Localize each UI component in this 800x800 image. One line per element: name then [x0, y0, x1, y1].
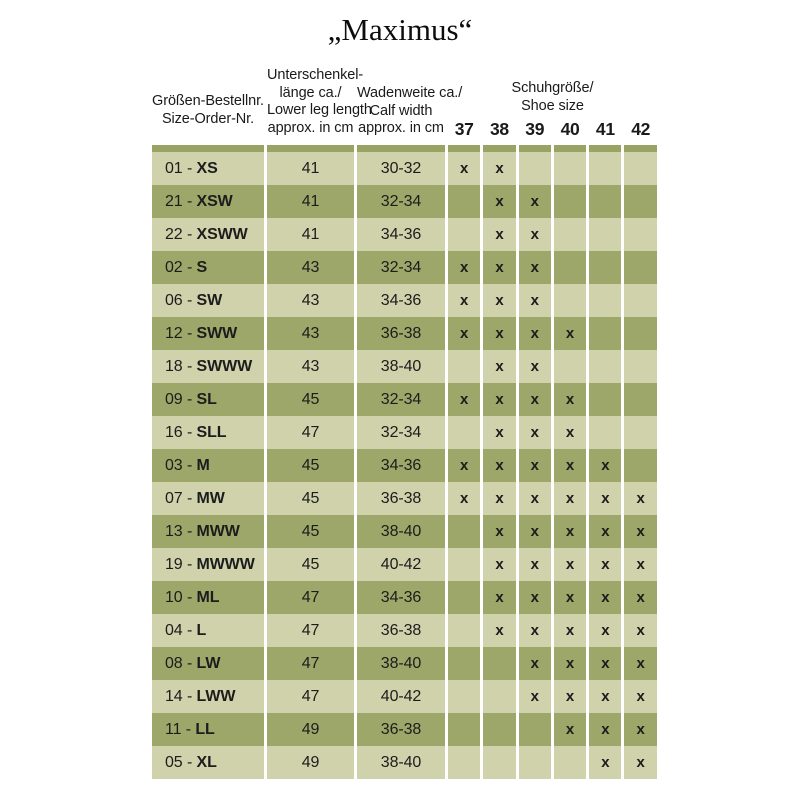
shoe-size-mark-cell: x — [624, 680, 656, 713]
table-body — [152, 152, 657, 779]
order-number: 03 - — [165, 456, 197, 474]
header-line: approx. in cm — [267, 119, 354, 136]
calf-width-cell: 38-40 — [357, 350, 445, 383]
shoe-size-mark-cell: x — [519, 449, 551, 482]
calf-width-cell: 32-34 — [357, 416, 445, 449]
leg-length-cell: 41 — [267, 218, 354, 251]
leg-length-cell: 43 — [267, 251, 354, 284]
shoe-size-mark-cell — [483, 680, 515, 713]
order-number: 18 - — [165, 357, 197, 375]
shoe-size-mark-cell — [448, 548, 480, 581]
calf-width-cell: 36-38 — [357, 317, 445, 350]
shoe-size-mark-cell — [448, 581, 480, 614]
shoe-size-mark-cell: x — [483, 482, 515, 515]
shoe-size-mark-cell — [554, 746, 586, 779]
shoe-size-mark-cell: x — [519, 218, 551, 251]
shoe-size-mark-cell — [624, 185, 656, 218]
shoe-size-mark-cell — [624, 449, 656, 482]
calf-width-cell: 34-36 — [357, 218, 445, 251]
size-code: XSW — [196, 192, 233, 210]
size-order-cell — [152, 614, 264, 647]
order-number: 08 - — [165, 654, 197, 672]
size-order-cell — [152, 581, 264, 614]
shoe-size-mark-cell: x — [519, 680, 551, 713]
size-order-cell — [152, 746, 264, 779]
size-table — [152, 145, 657, 779]
shoe-size-mark-cell: x — [519, 548, 551, 581]
leg-length-cell: 49 — [267, 713, 354, 746]
size-code: SL — [196, 390, 217, 408]
shoe-size-mark-cell: x — [519, 350, 551, 383]
strip-cell — [624, 145, 656, 152]
size-order-cell — [152, 548, 264, 581]
shoe-size-mark-cell: x — [589, 581, 621, 614]
shoe-size-mark-cell: x — [519, 284, 551, 317]
size-order-cell — [152, 383, 264, 416]
shoe-size-mark-cell: x — [624, 581, 656, 614]
size-order-cell — [152, 515, 264, 548]
table-row — [152, 185, 657, 218]
shoe-size-mark-cell: x — [448, 482, 480, 515]
shoe-size-mark-cell — [448, 350, 480, 383]
shoe-size-mark-cell: x — [589, 647, 621, 680]
order-number: 07 - — [165, 489, 197, 507]
shoe-size-header-41: 41 — [595, 119, 615, 139]
shoe-size-mark-cell: x — [483, 218, 515, 251]
shoe-size-mark-cell — [589, 152, 621, 185]
leg-length-cell: 47 — [267, 680, 354, 713]
page-title: „Maximus“ — [327, 12, 473, 47]
calf-width-cell: 34-36 — [357, 284, 445, 317]
col-header-calf-width — [357, 85, 463, 138]
shoe-size-mark-cell — [589, 284, 621, 317]
shoe-size-mark-cell — [589, 218, 621, 251]
col-header-shoe-size-group — [448, 80, 657, 115]
shoe-size-mark-cell — [554, 284, 586, 317]
shoe-size-mark-cell — [554, 251, 586, 284]
shoe-size-mark-cell: x — [483, 350, 515, 383]
shoe-size-mark-cell: x — [519, 614, 551, 647]
order-number: 13 - — [165, 522, 197, 540]
size-code: XS — [196, 159, 218, 177]
shoe-size-mark-cell: x — [554, 449, 586, 482]
order-number: 11 - — [165, 720, 196, 738]
leg-length-cell: 43 — [267, 350, 354, 383]
strip-cell — [519, 145, 551, 152]
size-code: MW — [196, 489, 225, 507]
shoe-size-mark-cell: x — [554, 581, 586, 614]
shoe-size-mark-cell: x — [519, 581, 551, 614]
leg-length-cell: 43 — [267, 317, 354, 350]
header-line: Schuhgröße/ — [511, 80, 594, 96]
header-line: Größen-Bestellnr. — [152, 93, 264, 109]
shoe-size-mark-cell — [554, 152, 586, 185]
size-code: XL — [196, 753, 217, 771]
size-code: SWW — [196, 324, 238, 342]
shoe-size-mark-cell: x — [519, 317, 551, 350]
calf-width-cell: 36-38 — [357, 614, 445, 647]
header-line: Unterschenkel- — [267, 67, 364, 83]
size-order-cell — [152, 713, 264, 746]
shoe-size-mark-cell — [554, 350, 586, 383]
size-code: ML — [196, 588, 220, 606]
size-code: LL — [195, 720, 215, 738]
shoe-size-mark-cell — [448, 416, 480, 449]
size-order-cell — [152, 152, 264, 185]
shoe-size-mark-cell: x — [554, 647, 586, 680]
shoe-size-mark-cell: x — [554, 317, 586, 350]
strip-cell — [357, 145, 445, 152]
table-row — [152, 482, 657, 515]
size-code: LWW — [196, 687, 236, 705]
size-order-cell — [152, 680, 264, 713]
shoe-size-mark-cell — [589, 383, 621, 416]
shoe-size-mark-cell — [624, 350, 656, 383]
shoe-size-mark-cell: x — [448, 449, 480, 482]
shoe-size-mark-cell: x — [519, 251, 551, 284]
size-code: SLL — [196, 423, 227, 441]
size-order-cell — [152, 482, 264, 515]
leg-length-cell: 47 — [267, 647, 354, 680]
header-line: Wadenweite ca./ — [357, 85, 463, 101]
shoe-size-mark-cell: x — [483, 152, 515, 185]
leg-length-cell: 45 — [267, 482, 354, 515]
leg-length-cell: 41 — [267, 152, 354, 185]
calf-width-cell: 32-34 — [357, 185, 445, 218]
calf-width-cell: 38-40 — [357, 515, 445, 548]
calf-width-cell: 32-34 — [357, 383, 445, 416]
strip-cell — [554, 145, 586, 152]
order-number: 12 - — [165, 324, 197, 342]
shoe-size-mark-cell — [448, 614, 480, 647]
shoe-size-mark-cell — [483, 713, 515, 746]
table-row — [152, 515, 657, 548]
shoe-size-mark-cell: x — [554, 482, 586, 515]
shoe-size-mark-cell — [554, 185, 586, 218]
header-line: Calf width — [369, 102, 433, 119]
header-line: Lower leg length — [267, 102, 372, 118]
table-row — [152, 317, 657, 350]
shoe-size-mark-cell: x — [519, 416, 551, 449]
shoe-size-mark-cell — [624, 317, 656, 350]
size-order-cell — [152, 350, 264, 383]
shoe-size-mark-cell: x — [589, 680, 621, 713]
calf-width-cell: 36-38 — [357, 713, 445, 746]
size-code: L — [196, 621, 207, 639]
leg-length-cell: 49 — [267, 746, 354, 779]
order-number: 14 - — [165, 687, 197, 705]
order-number: 06 - — [165, 291, 197, 309]
shoe-size-mark-cell — [483, 746, 515, 779]
strip-cell — [483, 145, 515, 152]
calf-width-cell: 34-36 — [357, 581, 445, 614]
shoe-size-mark-cell: x — [448, 251, 480, 284]
strip-cell — [589, 145, 621, 152]
shoe-size-mark-cell: x — [624, 746, 656, 779]
table-row — [152, 251, 657, 284]
table-row — [152, 218, 657, 251]
shoe-size-mark-cell — [589, 251, 621, 284]
calf-width-cell: 30-32 — [357, 152, 445, 185]
table-row — [152, 548, 657, 581]
calf-width-cell: 40-42 — [357, 548, 445, 581]
shoe-size-mark-cell: x — [554, 416, 586, 449]
size-code: SWWW — [196, 357, 253, 375]
order-number: 01 - — [165, 159, 197, 177]
size-order-cell — [152, 647, 264, 680]
calf-width-cell: 38-40 — [357, 647, 445, 680]
shoe-size-mark-cell: x — [554, 713, 586, 746]
size-code: S — [196, 258, 208, 276]
shoe-size-mark-cell: x — [589, 548, 621, 581]
size-order-cell — [152, 317, 264, 350]
size-code: XSWW — [196, 225, 248, 243]
shoe-size-mark-cell: x — [483, 581, 515, 614]
shoe-size-mark-cell: x — [448, 284, 480, 317]
leg-length-cell: 43 — [267, 284, 354, 317]
size-code: MWWW — [196, 555, 255, 573]
calf-width-cell: 38-40 — [357, 746, 445, 779]
shoe-size-mark-cell — [589, 416, 621, 449]
shoe-size-mark-cell — [448, 647, 480, 680]
shoe-size-mark-cell — [448, 515, 480, 548]
leg-length-cell: 41 — [267, 185, 354, 218]
shoe-size-mark-cell — [448, 746, 480, 779]
shoe-size-mark-cell: x — [448, 152, 480, 185]
leg-length-cell: 45 — [267, 515, 354, 548]
shoe-size-header-38: 38 — [490, 119, 509, 139]
shoe-size-numbers-row — [448, 117, 657, 140]
shoe-size-mark-cell — [589, 350, 621, 383]
calf-width-cell: 34-36 — [357, 449, 445, 482]
table-row — [152, 680, 657, 713]
shoe-size-mark-cell: x — [554, 548, 586, 581]
table-row — [152, 449, 657, 482]
shoe-size-mark-cell: x — [589, 614, 621, 647]
table-top-strip — [152, 145, 657, 152]
shoe-size-mark-cell: x — [483, 548, 515, 581]
col-header-lower-leg-length — [267, 67, 372, 137]
strip-cell — [448, 145, 480, 152]
shoe-size-header-42: 42 — [631, 119, 651, 139]
shoe-size-mark-cell: x — [483, 185, 515, 218]
calf-width-cell: 40-42 — [357, 680, 445, 713]
shoe-size-mark-cell — [589, 185, 621, 218]
shoe-size-mark-cell: x — [589, 482, 621, 515]
shoe-size-mark-cell: x — [483, 449, 515, 482]
shoe-size-mark-cell: x — [624, 647, 656, 680]
shoe-size-mark-cell: x — [448, 317, 480, 350]
table-row — [152, 713, 657, 746]
table-row — [152, 383, 657, 416]
order-number: 16 - — [165, 423, 197, 441]
leg-length-cell: 45 — [267, 383, 354, 416]
shoe-size-mark-cell — [624, 251, 656, 284]
shoe-size-mark-cell — [624, 152, 656, 185]
order-number: 05 - — [165, 753, 197, 771]
shoe-size-mark-cell — [448, 218, 480, 251]
size-code: MWW — [196, 522, 240, 540]
shoe-size-mark-cell: x — [554, 383, 586, 416]
size-code: M — [196, 456, 210, 474]
table-row — [152, 350, 657, 383]
table-row — [152, 746, 657, 779]
shoe-size-mark-cell: x — [554, 680, 586, 713]
shoe-size-mark-cell: x — [519, 383, 551, 416]
order-number: 10 - — [165, 588, 197, 606]
shoe-size-mark-cell: x — [624, 713, 656, 746]
shoe-size-mark-cell: x — [624, 548, 656, 581]
shoe-size-mark-cell: x — [519, 647, 551, 680]
shoe-size-mark-cell: x — [483, 317, 515, 350]
shoe-size-header-40: 40 — [560, 119, 580, 139]
shoe-size-mark-cell: x — [589, 449, 621, 482]
shoe-size-mark-cell — [589, 317, 621, 350]
header-line: Size-Order-Nr. — [161, 110, 255, 127]
table-row — [152, 416, 657, 449]
size-order-cell — [152, 251, 264, 284]
shoe-size-mark-cell — [519, 713, 551, 746]
shoe-size-mark-cell — [624, 416, 656, 449]
size-order-cell — [152, 416, 264, 449]
shoe-size-mark-cell: x — [519, 482, 551, 515]
shoe-size-mark-cell: x — [589, 515, 621, 548]
table-row — [152, 647, 657, 680]
size-code: SW — [196, 291, 223, 309]
shoe-size-mark-cell: x — [519, 515, 551, 548]
order-number: 04 - — [165, 621, 197, 639]
shoe-size-header-39: 39 — [525, 119, 545, 139]
shoe-size-mark-cell: x — [483, 614, 515, 647]
size-order-cell — [152, 218, 264, 251]
shoe-size-mark-cell: x — [589, 746, 621, 779]
shoe-size-mark-cell — [448, 185, 480, 218]
shoe-size-mark-cell: x — [483, 251, 515, 284]
shoe-size-mark-cell — [554, 218, 586, 251]
shoe-size-mark-cell: x — [448, 383, 480, 416]
size-code: LW — [196, 654, 221, 672]
size-order-cell — [152, 284, 264, 317]
table-row — [152, 581, 657, 614]
order-number: 19 - — [165, 555, 197, 573]
order-number: 22 - — [165, 225, 197, 243]
strip-cell — [267, 145, 354, 152]
leg-length-cell: 47 — [267, 614, 354, 647]
leg-length-cell: 45 — [267, 548, 354, 581]
order-number: 02 - — [165, 258, 197, 276]
calf-width-cell: 32-34 — [357, 251, 445, 284]
shoe-size-mark-cell: x — [519, 185, 551, 218]
shoe-size-mark-cell: x — [589, 713, 621, 746]
order-number: 09 - — [165, 390, 197, 408]
shoe-size-mark-cell: x — [483, 416, 515, 449]
shoe-size-mark-cell: x — [624, 482, 656, 515]
shoe-size-mark-cell — [519, 152, 551, 185]
shoe-size-mark-cell — [624, 284, 656, 317]
shoe-size-mark-cell — [624, 218, 656, 251]
order-number: 21 - — [165, 192, 197, 210]
size-order-cell — [152, 449, 264, 482]
strip-cell — [152, 145, 264, 152]
shoe-size-mark-cell: x — [624, 515, 656, 548]
shoe-size-mark-cell — [448, 713, 480, 746]
shoe-size-header-37: 37 — [454, 119, 474, 139]
header-line: länge ca./ — [279, 84, 342, 101]
shoe-size-mark-cell: x — [483, 383, 515, 416]
leg-length-cell: 47 — [267, 581, 354, 614]
table-row — [152, 152, 657, 185]
shoe-size-mark-cell — [483, 647, 515, 680]
shoe-size-mark-cell: x — [483, 284, 515, 317]
header-line: Shoe size — [521, 97, 584, 114]
shoe-size-mark-cell: x — [554, 614, 586, 647]
calf-width-cell: 36-38 — [357, 482, 445, 515]
shoe-size-mark-cell — [624, 383, 656, 416]
leg-length-cell: 45 — [267, 449, 354, 482]
shoe-size-mark-cell — [519, 746, 551, 779]
col-header-size-order — [152, 93, 264, 128]
size-order-cell — [152, 185, 264, 218]
shoe-size-mark-cell: x — [554, 515, 586, 548]
leg-length-cell: 47 — [267, 416, 354, 449]
shoe-size-mark-cell: x — [483, 515, 515, 548]
table-row — [152, 284, 657, 317]
shoe-size-mark-cell: x — [624, 614, 656, 647]
table-row — [152, 614, 657, 647]
shoe-size-mark-cell — [448, 680, 480, 713]
header-line: approx. in cm — [358, 120, 444, 136]
